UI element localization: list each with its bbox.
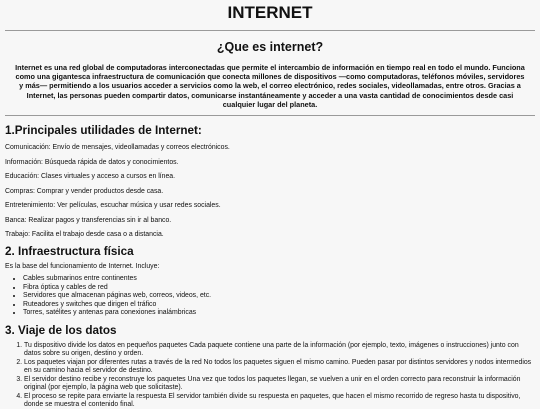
infraestructura-lead: Es la base del funcionamiento de Internet. Incluye: [5, 263, 160, 271]
list-item: 3. El servidor destino recibe y reconstruye los paquetes Una vez que todos los paquetes llegan, se vuelven a unir en el orden correcto para reconstruir la información original (por ejemplo, la página web que solicitaste). [24, 376, 535, 393]
list-item: 1. Tu dispositivo divide los datos en pequeños paquetes Cada paquete contiene una parte de la información (por ejemplo, texto, imágenes o instrucciones) junto con datos sobre su origen, destino y orden. [24, 342, 535, 359]
section-heading-utilidades: 1.Principales utilidades de Internet: [5, 124, 202, 138]
utility-item: Trabajo: Facilita el trabajo desde casa o a distancia. [5, 231, 164, 239]
page-title: INTERNET [227, 3, 313, 22]
intro-paragraph: Internet es una red global de computadoras interconectadas que permite el intercambio de información en tiempo real en todo el mundo. Funciona como una gigantesca infraestructura de comunicación que conecta millones de dispositivos —como computadoras, teléfonos móviles, servidores y más— permitiendo a los usuarios acceder a servicios como la web, el correo electrónico, redes sociales, videollamadas, entre otros. Gracias a Internet, las personas pueden compartir datos, comunicarse instantáneamente y acceder a una vasta cantidad de conocimientos desde casi cualquier lugar del planeta. [15, 63, 525, 109]
section-heading-viaje: 3. Viaje de los datos [5, 323, 117, 337]
list-item: • Servidores que almacenan páginas web, correos, videos, etc. [23, 292, 535, 301]
utility-item: Información: Búsqueda rápida de datos y conocimientos. [5, 158, 179, 166]
intro-heading: ¿Que es internet? [216, 40, 324, 54]
utility-item: Entretenimiento: Ver películas, escuchar música y usar redes sociales. [5, 202, 221, 210]
intro-divider [5, 115, 535, 116]
list-item: • Cables submarinos entre continentes [23, 275, 535, 284]
list-item: 4. El proceso se repite para enviarte la respuesta El servidor también divide su respuesta en paquetes, que hacen el mismo recorrido de regreso hasta tu dispositivo, donde se muestra el contenido final. [24, 393, 535, 409]
list-item: • Ruteadores y switches que dirigen el tráfico [23, 301, 535, 310]
list-item: • Fibra óptica y cables de red [23, 284, 535, 293]
utility-item: Compras: Comprar y vender productos desde casa. [5, 187, 164, 195]
utility-item: Banca: Realizar pagos y transferencias sin ir al banco. [5, 216, 172, 224]
section-heading-infraestructura: 2. Infraestructura física [5, 245, 134, 259]
list-item: • Torres, satélites y antenas para conexiones inalámbricas [23, 309, 535, 318]
utility-item: Educación: Clases virtuales y acceso a cursos en línea. [5, 173, 176, 181]
infraestructura-list [5, 275, 535, 318]
header-divider [5, 30, 535, 31]
utility-item: Comunicación: Envío de mensajes, videollamadas y correos electrónicos. [5, 144, 230, 152]
list-item: 2. Los paquetes viajan por diferentes rutas a través de la red No todos los paquetes siguen el mismo camino. Pueden pasar por distintos servidores y nodos intermedios en su camino hacia el servidor de destino. [24, 359, 535, 376]
viaje-steps-list [5, 342, 535, 409]
